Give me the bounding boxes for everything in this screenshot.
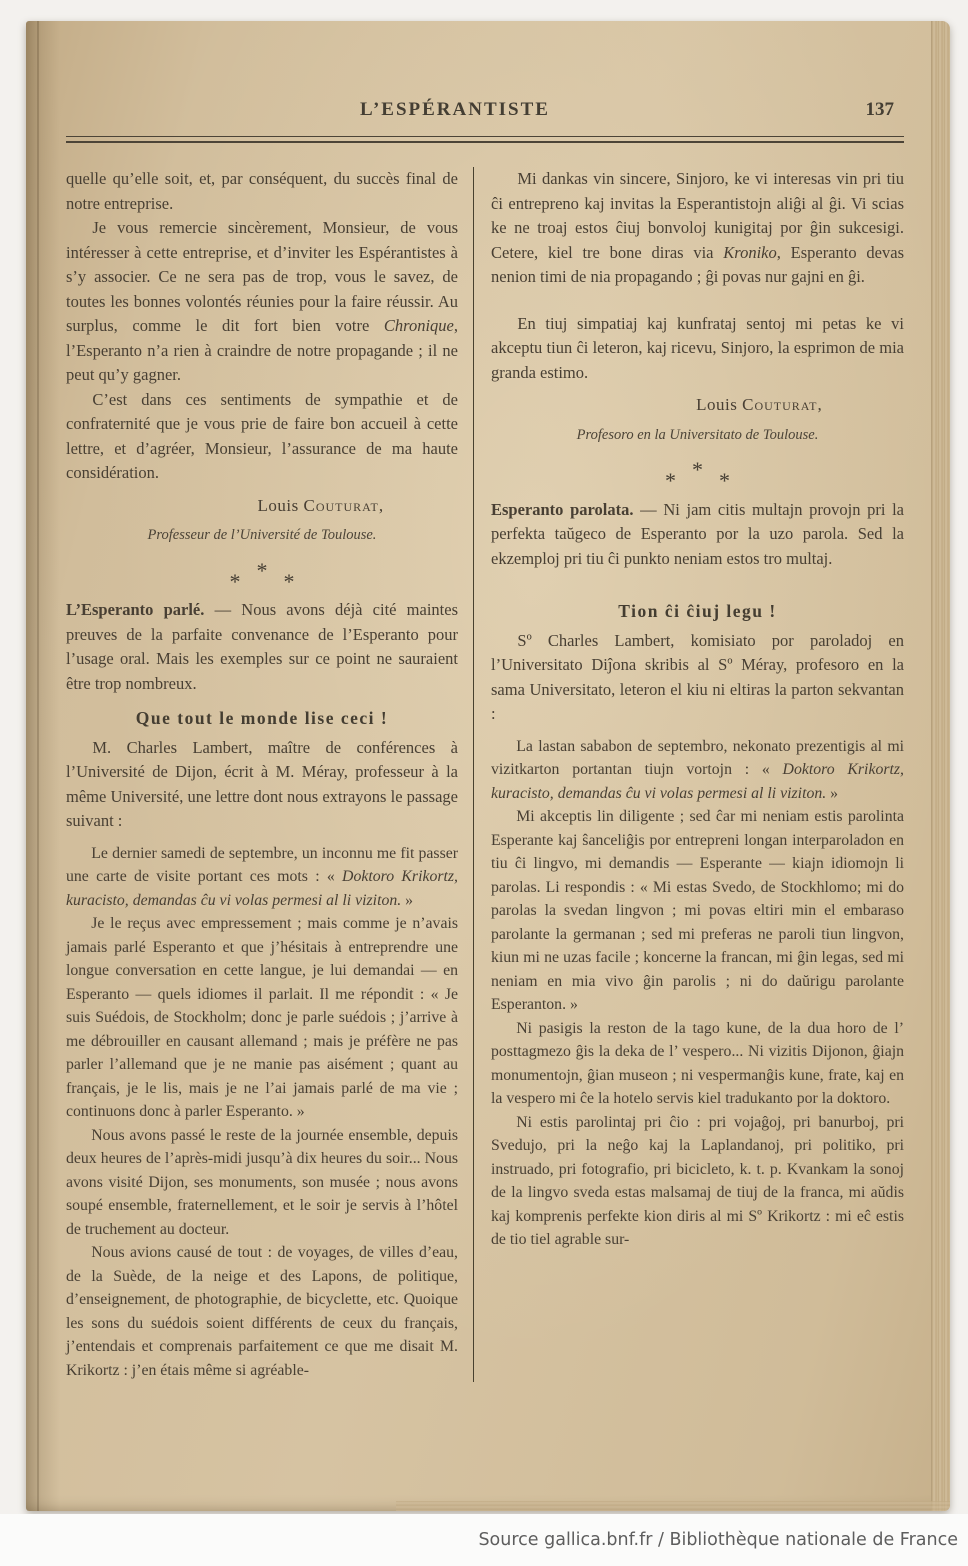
signature-name (66, 494, 458, 519)
text-segment: La lastan sababon de septembro, nekonato prezentigis al mi vizitkarton portantan tiujn vortojn : « (491, 737, 904, 778)
paragraph: Sº Charles Lambert, komisiato por paroladoj en l’Universitato Diĵona skribis al Sº Méray, profesoro en la sama Universitato, leteron el kiu ni eltiras la parton sekvantan : (491, 630, 904, 723)
asterisk-icon: * (283, 568, 295, 594)
paragraph: Nous avons passé le reste de la journée ensemble, depuis deux heures de l’après-midi jusqu’à dix heures du soir... Nous avons visité Dijon, ses monuments, son musée ; nous avons soupé ensemble, fraternellement, et le soir je servis à l’hôtel de truchement au docteur. (66, 1126, 458, 1238)
quoted-letter (491, 735, 904, 1252)
text-segment: » (401, 891, 414, 909)
section-heading: Tion ĉi ĉiuj legu ! (618, 601, 777, 621)
paragraph (491, 498, 904, 572)
asterisk-icon: * (719, 468, 730, 493)
text-segment: Je vous remercie sincèrement, Monsieur, de vous intéresser à cette entreprise, et d’inviter les Espérantistes à s’y associer. Ce ne sera pas de trop, vous le savez, de toutes les bonnes volontés réunies pour la faire réussir. Au surplus, comme le dit fort bien votre (66, 218, 458, 335)
text-segment: Louis (257, 495, 304, 515)
asterisk-icon: * (692, 457, 703, 482)
text-segment: , Esperanto devas nenion timi de nia propagando ; ĝi povas nur gajni en ĝi. (491, 242, 904, 286)
paragraph (66, 598, 458, 696)
asterisk-icon: * (229, 568, 241, 594)
text-segment: Couturat, (303, 495, 385, 515)
right-column-esperanto (473, 167, 904, 1382)
journal-title: L’ESPÉRANTISTE (360, 99, 550, 120)
text-segment: Le dernier samedi de septembre, un inconnu me fit passer une carte de visite portant ces mots : « (66, 844, 458, 885)
page-content (26, 21, 950, 1382)
footer-bar (0, 1514, 968, 1566)
paragraph (491, 735, 904, 806)
italic-text: Doktoro Krikortz, kuracisto, demandas ĉu vi volas permesi al li viziton. (66, 868, 459, 909)
asterisk-icon: * (665, 468, 676, 493)
header-double-rule (66, 136, 904, 143)
signature-title: Profesoro en la Universitato de Toulouse. (576, 426, 819, 443)
paragraph: Nous avions causé de tout : de voyages, de villes d’eau, de la Suède, de la neige et des Lapons, de politique, d’enseignement, de photographie, de bicyclette, etc. Quoique les sons du suédois soient différents de ceux du français, j’entendais et comprenais parfaitement ce que me disait M. Krikortz : j’en étais même si agréable- (66, 1244, 458, 1379)
quoted-letter (66, 842, 458, 1383)
text-segment: , l’Esperanto n’a rien à craindre de notre propagande ; il ne peut qu’y gagner. (66, 316, 458, 384)
paragraph: Ni pasigis la reston de la tago kune, de la dua horo de l’ posttagmezo ĝis la deka de l’ vespero... Ni vizitis Dijonon, ĝiajn monumentojn, ĝian museon ; ni vespermanĝis kune, frate, kaj en la vespero mi ĉe la hotelo servis kiel tradukanto por la doktoro. (491, 1019, 904, 1107)
page-edges-bottom (396, 1501, 950, 1511)
text-segment: — Nous avons déjà cité maintes preuves de la parfaite convenance de l’Esperanto pour l’usage oral. Mais les exemples sur ce point ne sauraient être trop nombreux. (66, 600, 458, 693)
signature-name (491, 393, 904, 418)
paragraph: En tiuj simpatiaj kaj kunfrataj sentoj mi petas ke vi akceptu tiun ĉi leteron, kaj ricevu, Sinjoro, la esprimon de mia granda estimo. (491, 313, 904, 382)
text-segment: Mi dankas vin sincere, Sinjoro, ke vi interesas vin pri tiu ĉi entrepreno kaj invitas la Esperantistojn aliĝi al ĝi. Vi scias ke ne troaj estos ĉiuj bonvoloj kunigitaj por ĝin sukcesigi. Cetere, kiel tre bone diras via (491, 169, 904, 262)
paragraph: Mi akceptis lin diligente ; sed ĉar mi neniam estis parolinta Esperante kaj ŝanceliĝis por entrepreni longan interparoladon en tiu ĉi lingvo, mi demandis — Esperante — kiajn idiomojn li parolas. Li respondis : « Mi estas Svedo, de Stockhlomo; mi do parolas la svedan lingvon ; mi povas eltiri min el embaraso parolante la germanan ; sed mi preferas ne paroli tiun lingvon, kiun mi ne uzas facile ; koncerne la francan, mi ĝin legas, sed mi neniam en mia vivo ĝin parolis ; ni do daŭrigu parolante Esperanton. » (491, 808, 904, 1013)
italic-text: Chronique (383, 316, 454, 335)
paragraph (491, 167, 904, 290)
text-segment: — Ni jam citis multajn provojn pri la perfekta taŭgeco de Esperanto por la uzo parola. Sed la ekzemploj pri tiu ĉi punkto neniam estos tro multaj. (491, 499, 905, 568)
two-column-text (66, 167, 904, 1382)
paragraph: C’est dans ces sentiments de sympathie et de confraternité que je vous prie de faire bon accueil à cette lettre, et d’agréer, Monsieur, l’assurance de ma haute considération. (66, 389, 458, 482)
paragraph: quelle qu’elle soit, et, par conséquent, du succès final de notre entreprise. (66, 169, 458, 213)
source-attribution: Source gallica.bnf.fr / Bibliothèque nationale de France (478, 1530, 958, 1550)
scanned-page (26, 21, 950, 1511)
left-column-french (66, 167, 473, 1382)
text-segment: Louis (696, 395, 743, 414)
italic-text: Kroniko (723, 242, 777, 262)
asterism-separator (491, 457, 904, 493)
asterism-separator (66, 557, 458, 594)
bold-lead: Esperanto parolata. (491, 499, 634, 519)
bold-lead: L’Esperanto parlé. (66, 600, 205, 619)
paragraph: M. Charles Lambert, maître de conférences à l’Université de Dijon, écrit à M. Méray, professeur à la même Université, une lettre dont nous extrayons le passage suivant : (66, 737, 458, 830)
asterisk-icon: * (256, 557, 268, 583)
page-number: 137 (865, 99, 894, 120)
italic-text: Doktoro Krikortz, kuracisto, demandas ĉu vi volas permesi al li viziton. (491, 761, 904, 802)
paragraph: Ni estis parolintaj pri ĉio : pri vojaĝoj, pri banurboj, pri Svedujo, pri la neĝo kaj la Laplandanoj, pri politiko, pri instruado, pri fotografio, pri bicicleto, k. t. p. Kvankam la sonoj de la lingvo sveda estas malsamaj de tiuj de la franca, mi aŭdis kaj komprenis perfekte kion diris al mi Sº Krikortz : mi eĉ estis de tio tiel agrable sur- (491, 1113, 904, 1248)
signature-title: Professeur de l’Université de Toulouse. (147, 527, 377, 543)
paragraph (66, 842, 458, 913)
text-segment: Couturat, (742, 395, 823, 414)
paragraph (66, 216, 458, 388)
page-header (66, 99, 904, 131)
paragraph: Je le reçus avec empressement ; mais comme je n’avais jamais parlé Esperanto et que j’hésitais à entreprendre une longue conversation en cette langue, je lui demandai — en Esperanto — quels idiomes il parlait. Il me répondit : « Je suis Suédois, de Stockholm; donc je parle suédois ; j’arrive à me débrouiller en causant allemand ; mais je préfère ne pas parler l’allemand que je ne manie pas aisément ; quant au français, je le lis, mais je ne l’ai jamais parlé de ma vie ; continuons donc à parler Esperanto. » (66, 915, 458, 1120)
section-heading: Que tout le monde lise ceci ! (135, 708, 389, 728)
text-segment: » (826, 784, 839, 802)
